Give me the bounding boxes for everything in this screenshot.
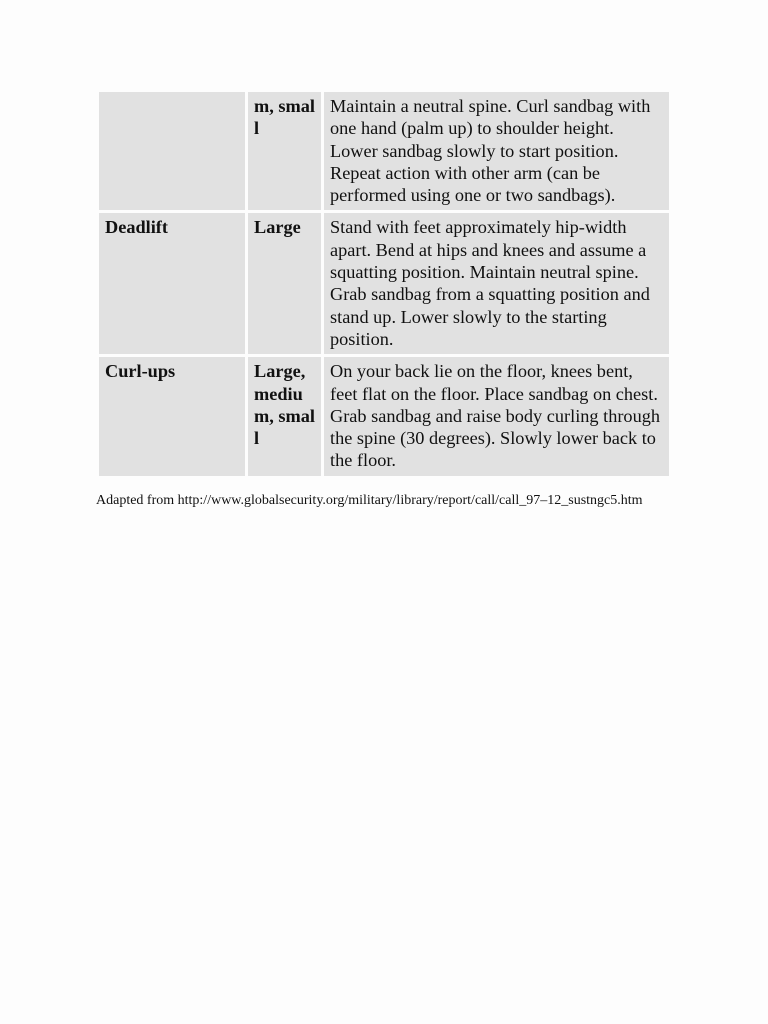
exercise-table <box>96 89 672 479</box>
sandbag-size-cell: Large <box>248 213 321 354</box>
exercise-name-cell: Curl-ups <box>99 357 245 475</box>
exercise-name-cell: Deadlift <box>99 213 245 354</box>
table-row <box>99 213 669 354</box>
source-caption: Adapted from http://www.globalsecurity.org/military/library/report/call/call_97–12_sustngc5.htm <box>96 493 643 508</box>
exercise-description-cell: Maintain a neutral spine. Curl sandbag with one hand (palm up) to shoulder height. Lower sandbag slowly to start position. Repeat action with other arm (can be performed using one or two sandbags). <box>324 92 669 210</box>
exercise-description-cell: On your back lie on the floor, knees bent, feet flat on the floor. Place sandbag on chest. Grab sandbag and raise body curling through the spine (30 degrees). Slowly lower back to the floor. <box>324 357 669 475</box>
exercise-name-cell <box>99 92 245 210</box>
sandbag-size-cell: m, small <box>248 92 321 210</box>
sandbag-size-cell: Large, medium, small <box>248 357 321 475</box>
exercise-description-cell: Stand with feet approximately hip-width apart. Bend at hips and knees and assume a squatting position. Maintain neutral spine. Grab sandbag from a squatting position and stand up. Lower slowly to the starting position. <box>324 213 669 354</box>
table-row <box>99 92 669 210</box>
table-row <box>99 357 669 475</box>
